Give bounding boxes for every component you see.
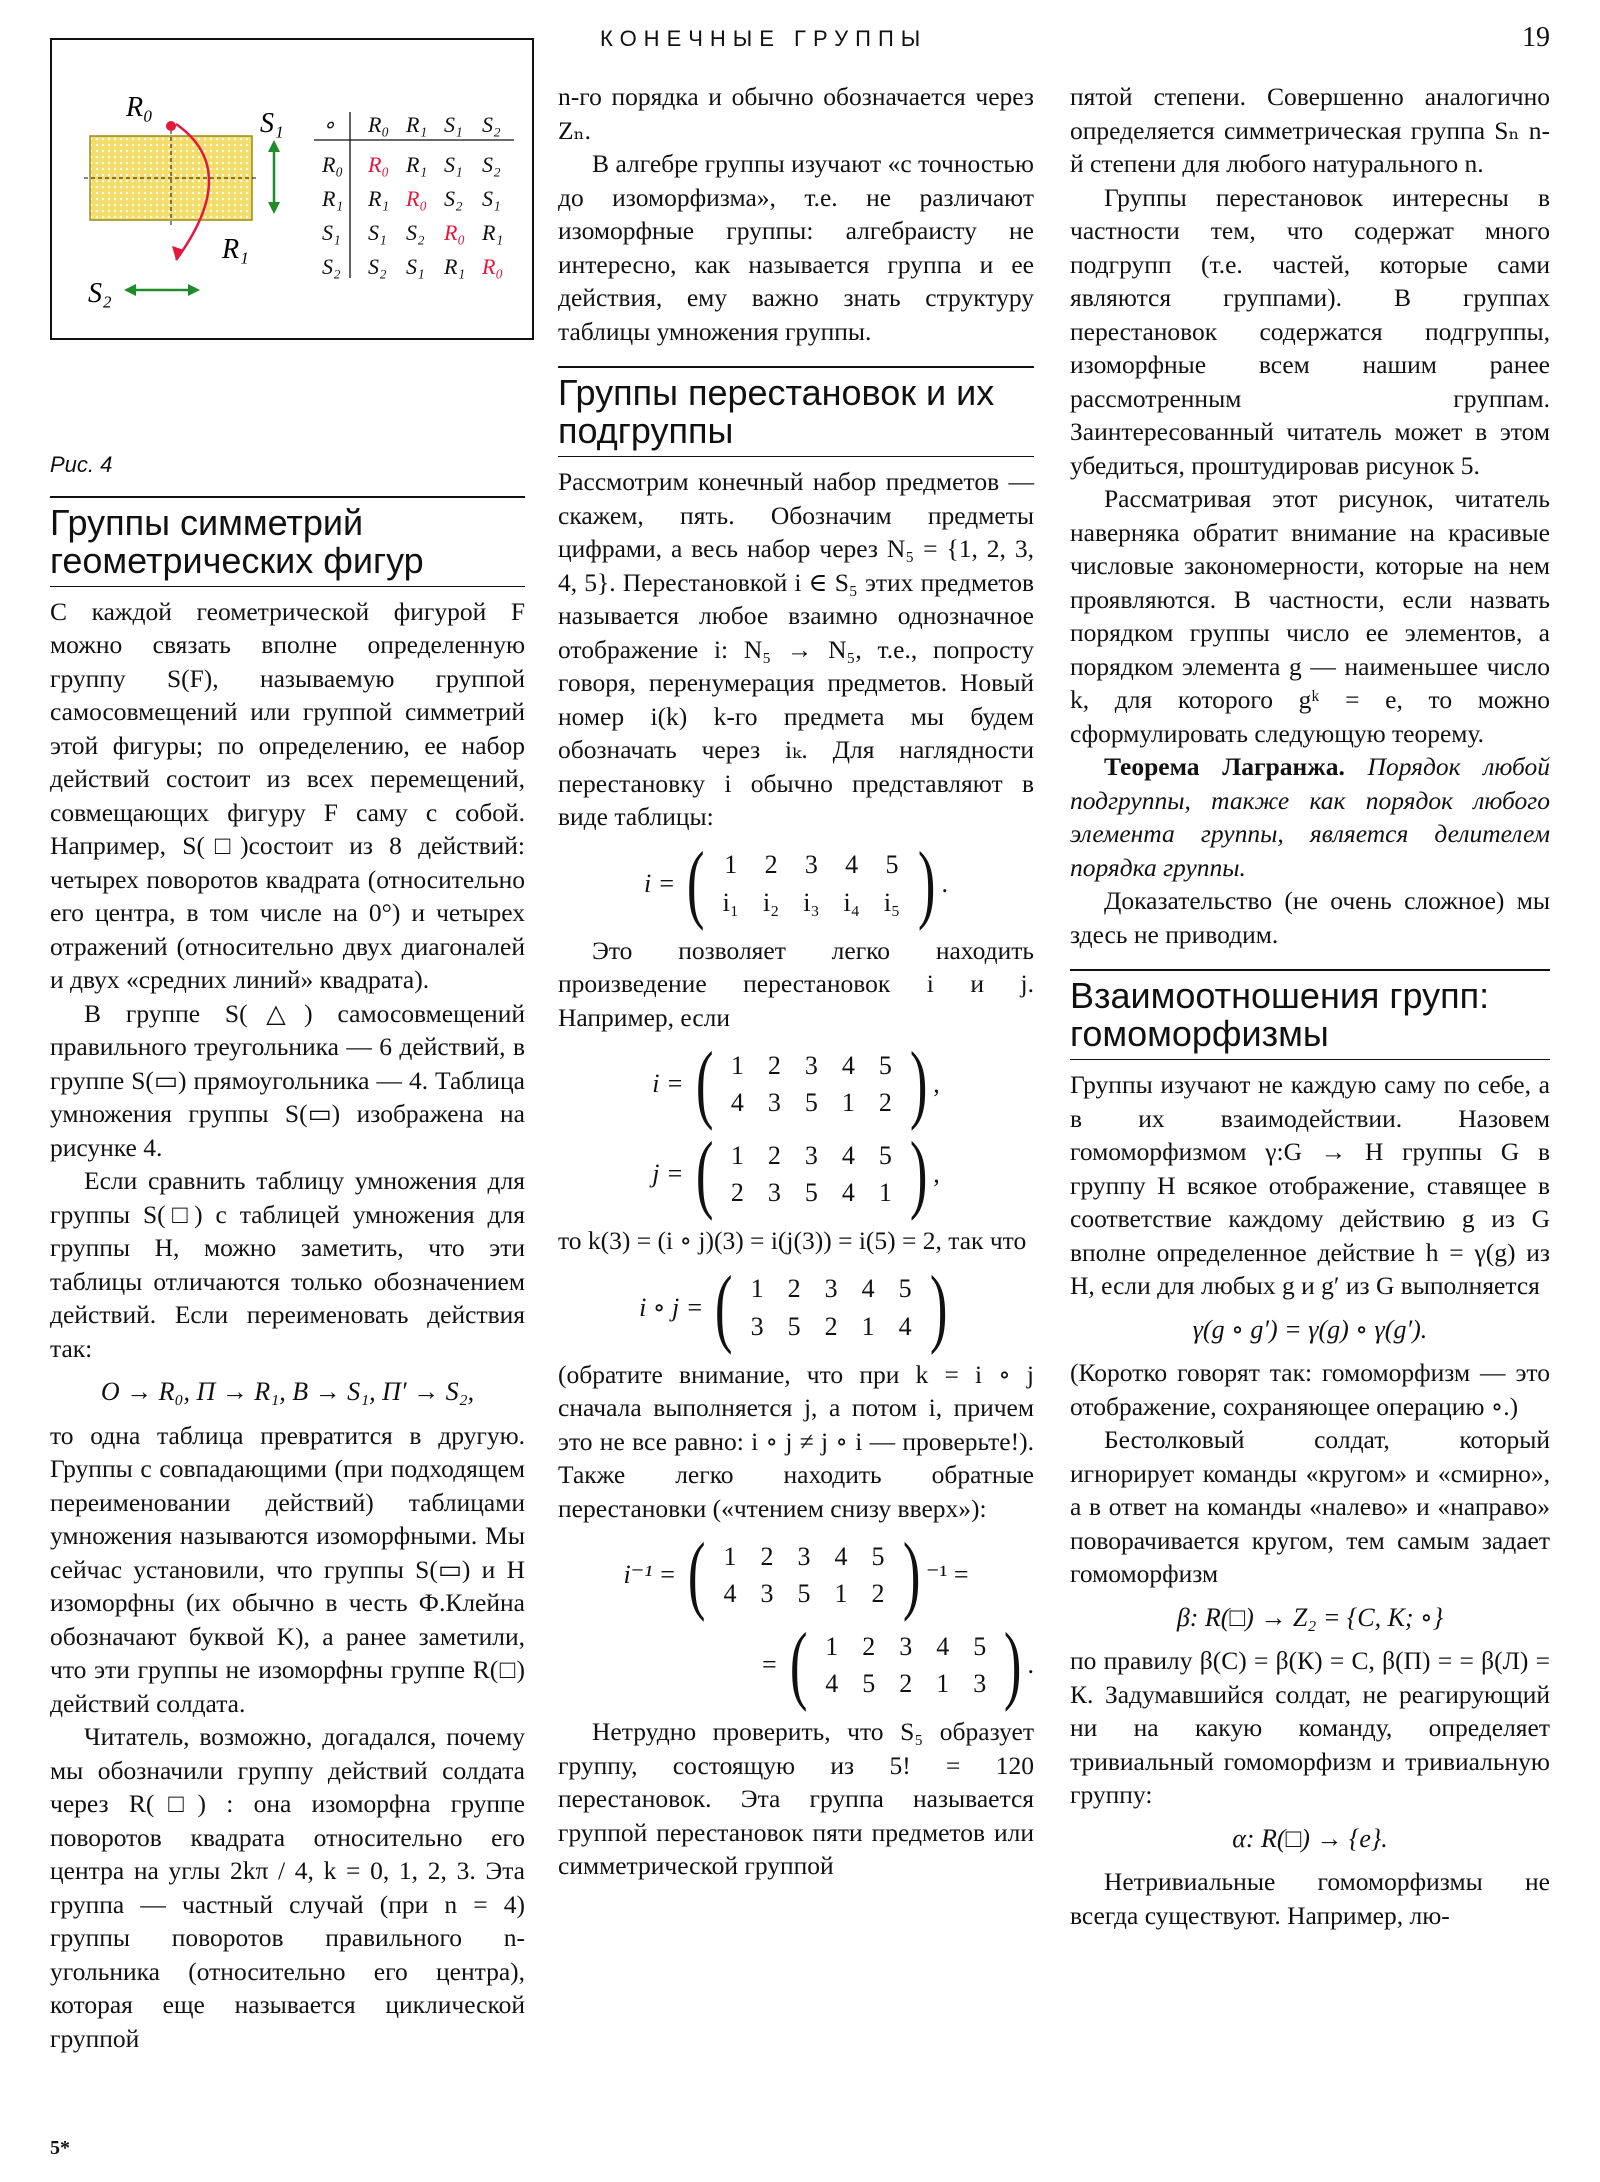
matrix-cell: 1 [723,1541,737,1571]
matrix-cell: 1 [730,1140,744,1170]
cayley-cell: S₂ [322,254,341,279]
lagrange-theorem [1070,750,1550,884]
matrix-label: = [760,1650,778,1680]
figure-4-drawing [52,40,532,338]
matrix-cell: 4 [730,1088,744,1117]
column-1 [50,448,525,2055]
matrix-cell: 4 [841,1050,855,1080]
col1-paragraph-4: то одна таблица превратится в другую. Группы с совпадающими (при подходящем переименовании действий) таблицами умножения называются изоморфными. Мы сейчас установили, что группы S(▭) и H изоморфны (их обычно в честь Ф.Клейна обозначают буквой K), а ранее заметили, что эти группы не изоморфны группе R(□) действий солдата. [50,1420,525,1718]
bracket-left: ( [789,1616,808,1713]
cayley-cell: S₂ [482,152,501,177]
matrix-cell: 1 [724,850,738,879]
matrix-suffix: ⁻¹ = [925,1560,969,1590]
cayley-cell: R₀ [368,152,390,177]
matrix-suffix: . [1027,1650,1034,1680]
col3-paragraph-3: Доказательство (не очень сложное) мы здесь не приводим. [1070,886,1550,949]
alpha-formula: α: R(□) → {e}. [1232,1823,1388,1853]
bracket-right: ) [917,834,936,932]
matrix-entries [719,1047,904,1122]
col3-paragraph-5: (Коротко говорят так: гомоморфизм — это отображение, сохраняющее операцию ∘.) [1070,1358,1550,1421]
cayley-cell: S₁ [406,254,425,279]
matrix-cell: 2 [730,1178,744,1207]
matrix-cell: 5 [862,1669,876,1698]
cayley-cell: S₁ [482,186,501,211]
label-s2: S₂ [88,278,112,309]
matrix-inverse-result [558,1616,1034,1713]
matrix-suffix: . [941,868,948,898]
cayley-cell: S₁ [368,220,387,245]
matrix-label: i = [652,1069,684,1099]
cayley-cell: R₁ [322,186,344,211]
matrix-cell: 4 [898,1311,912,1341]
col1-paragraph-2: В группе S(△) самосовмещений правильного треугольника — 6 действий, в группе S(▭) прямоугольника — 4. Таблица умножения группы S(▭) изображена на рисунке 4. [50,998,525,1162]
matrix-entries [711,846,912,921]
rotation-center-dot [166,121,176,131]
matrix-cell: 1 [730,1050,744,1080]
col3-paragraph-7: по правилу β(С) = β(К) = С, β(П) = = β(Л) = К. Задумавшийся солдат, не реагирующий ни на какую команду, определяет тривиальный гомоморфизм и тривиальную группу: [1070,1646,1550,1809]
beta-formula: β: R(□) → Z₂ = {С, К; ∘} [1176,1602,1444,1632]
matrix-cell: 5 [898,1274,912,1303]
matrix-i-circ-j [558,1258,1034,1356]
col2-paragraph-5: (обратите внимание, что при k = i ∘ j сначала выполняется j, а потом i, причем это не все равно: i ∘ j ≠ j ∘ i — проверьте!). Также легко находить обратные перестановки («чтением снизу вверх»): [558,1359,1034,1523]
heading-symmetry-groups: Группы симметрий геометрических фигур [50,496,525,587]
matrix-cell: 3 [804,1140,818,1170]
matrix-cell: 4 [841,1178,855,1207]
page-number: 19 [1522,22,1550,53]
bracket-right: ) [1004,1616,1022,1713]
rename-formula: О → R₀, П → R₁, В → S₁, П′ → S₂, [100,1377,475,1406]
theorem-title: Теорема Лагранжа. [1104,752,1345,781]
cayley-cell: S₁ [444,112,463,137]
matrix-cell: 5 [878,1050,892,1080]
matrix-cell: 5 [787,1311,801,1341]
cayley-cell: R₁ [368,186,390,211]
col2-paragraph-2: Рассмотрим конечный набор предметов — скажем, пять. Обозначим предметы цифрами, а весь набор через N₅ = {1, 2, 3, 4, 5}. Перестановкой i ∈ S₅ этих предметов называется любое взаимно однозначное отображение i: N₅ → N₅, т.е., попросту говоря, перенумерация предметов. Новый номер i(k) k-го предмета мы будем обозначать через iₖ. Для наглядности перестановку i обычно представляют в виде таблицы: [558,467,1034,831]
bracket-right: ) [929,1258,948,1356]
matrix-cell: 2 [760,1541,774,1571]
matrix-cell: 3 [973,1669,987,1698]
printer-signature: 5* [50,2137,70,2159]
cayley-cell: S₂ [444,186,463,211]
matrix-entries [739,1270,924,1345]
col2-paragraph-4: то k(3) = (i ∘ j)(3) = i(j(3)) = i(5) = 2, так что [558,1226,1027,1255]
matrix-cell: 1 [825,1631,839,1661]
matrix-cell: i₃ [803,887,820,917]
matrix-j [558,1125,1034,1222]
heading-homomorphisms: Взаимоотношения групп: гомоморфизмы [1070,969,1550,1060]
heading-permutation-groups: Группы перестановок и их подгруппы [558,366,1034,457]
matrix-suffix: , [933,1159,940,1189]
matrix-inverse [558,1526,1034,1623]
matrix-cell: 5 [878,1140,892,1170]
matrix-cell: 3 [804,1050,818,1080]
matrix-cell: i₄ [843,887,860,917]
bracket-left: ( [715,1258,733,1356]
matrix-cell: 4 [834,1541,848,1571]
cayley-cell: S₂ [482,112,501,137]
matrix-cell: 2 [767,1050,781,1080]
bracket-right: ) [902,1526,920,1623]
col3-paragraph-0: пятой степени. Совершенно аналогично определяется симметрическая группа Sₙ n-й степени для любого натурального n. [1070,82,1550,178]
cayley-cell: R₀ [444,220,466,245]
matrix-cell: 4 [845,850,859,879]
bracket-left: ( [695,1035,714,1132]
matrix-entries [813,1628,998,1703]
matrix-cell: 3 [797,1541,811,1571]
col3-paragraph-2: Рассматривая этот рисунок, читатель наверняка обратит внимание на красивые числовые закономерности, которые на нем проявляются. В частности, если назвать порядком группы число ее элементов, а порядком элемента g — наименьшее число k, для которого gᵏ = e, то можно сформулировать следующую теорему. [1070,484,1550,748]
matrix-cell: 4 [841,1140,855,1170]
bracket-left: ( [688,1526,706,1623]
theorem-text: Порядок любой подгруппы, также как порядок любого элемента группы, является делителем порядка группы. [1070,752,1550,882]
matrix-cell: 1 [834,1579,848,1608]
cayley-table [321,112,503,279]
col1-paragraph-1: С каждой геометрической фигурой F можно связать вполне определенную группу S(F), называемую группой самосовмещений или группой симметрий этой фигуры; по определению, ее набор действий состоит из всех перемещений, совмещающих фигуру F саму с собой. Например, S(□)состоит из 8 действий: четырех поворотов квадрата (относительно его центра, в том числе на 0°) и четырех отражений (относительно двух диагоналей и двух «средних линий» квадрата). [50,596,525,994]
matrix-cell: 3 [750,1311,764,1341]
cayley-cell: R₀ [368,112,390,137]
matrix-cell: 3 [767,1088,781,1117]
col2-paragraph-6: Нетрудно проверить, что S₅ образует группу, состоящую из 5! = 120 перестановок. Эта группа называется группой перестановок пяти предметов или симметрической группой [558,1717,1034,1880]
label-r1: R₁ [222,234,249,265]
matrix-cell: 5 [797,1579,811,1608]
matrix-cell: i₅ [883,887,901,917]
matrix-label: i = [644,868,676,898]
bracket-left: ( [695,1125,714,1222]
cayley-cell: R₀ [482,254,504,279]
col3-paragraph-1: Группы перестановок интересны в частности тем, что содержат много подгрупп (т.е. частей, которые сами являются группами). В группах перестановок содержатся подгруппы, изоморфные всем нашим ранее рассмотренным группам. Заинтересованный читатель может в этом убедиться, проштудировав рисунок 5. [1070,182,1550,480]
col1-paragraph-3: Если сравнить таблицу умножения для группы S(□) с таблицей умножения для группы H, можно заметить, что эти таблицы отличаются только обозначением действий. Если переименовать действия так: [50,1166,525,1363]
matrix-cell: 1 [936,1669,950,1698]
matrix-cell: 5 [804,1088,818,1117]
col3-paragraph-6: Бестолковый солдат, который игнорирует команды «кругом» и «смирно», а в ответ на команды «налево» и «направо» поворачивается кругом, тем самым задает гомоморфизм [1070,1425,1550,1588]
matrix-cell: 2 [862,1631,876,1661]
matrix-cell: 2 [899,1669,913,1698]
matrix-label: i⁻¹ = [623,1560,677,1590]
matrix-label: j = [652,1159,684,1189]
matrix-cell: 3 [804,850,818,879]
matrix-cell: 2 [871,1579,885,1608]
cayley-cell: R₀ [406,186,428,211]
col3-paragraph-4: Группы изучают не каждую саму по себе, а в их взаимодействии. Назовем гомоморфизмом γ:G → H группы G в группу H всякое отображение, ставящее в соответствие каждому действию g из G вполне определенное действие h = γ(g) из H, если для любых g и g′ из G выполняется [1070,1070,1550,1300]
cayley-cell: ∘ [322,112,336,137]
matrix-cell: 4 [825,1669,839,1698]
cayley-cell: S₁ [444,152,463,177]
col2-paragraph-3: Это позволяет легко находить произведение перестановок i и j. Например, если [558,935,1034,1032]
cayley-cell: R₁ [444,254,466,279]
matrix-label: i ∘ j = [639,1292,704,1322]
running-title: КОНЕЧНЫЕ ГРУППЫ [600,26,928,51]
column-3 [1070,80,1550,1932]
col1-paragraph-5: Читатель, возможно, догадался, почему мы обозначили группу действий солдата через R(□) : она изоморфна группе поворотов квадрата относительно его центра на углы 2kπ / 4, k = 0, 1, 2, 3. Эта группа — частный случай (при n = 4) группы поворотов правильного n-угольника (относительно его центра), которая еще называется циклической группой [50,1722,525,2053]
figure-4 [50,38,534,340]
matrix-cell: 5 [871,1541,885,1571]
matrix-entries [712,1538,897,1613]
col3-paragraph-8: Нетривиальные гомоморфизмы не всегда существуют. Например, лю- [1070,1867,1550,1930]
label-r0: R₀ [126,92,153,123]
matrix-cell: 2 [764,850,778,879]
homomorphism-formula: γ(g ∘ g′) = γ(g) ∘ γ(g′). [1192,1314,1428,1344]
figure-caption: Рис. 4 [50,452,113,477]
cayley-cell: R₀ [322,152,344,177]
cayley-cell: S₂ [406,220,425,245]
matrix-cell: 2 [767,1140,781,1170]
matrix-cell: 5 [973,1631,987,1661]
matrix-cell: 2 [824,1311,838,1341]
label-s1: S₁ [260,108,284,139]
column-2 [558,80,1034,1883]
bracket-left: ( [687,834,705,932]
matrix-cell: 5 [885,850,899,879]
cayley-cell: S₂ [368,254,387,279]
matrix-cell: 4 [723,1579,737,1608]
bracket-right: ) [909,1035,928,1132]
matrix-cell: 3 [899,1631,913,1661]
matrix-i [558,1035,1034,1132]
cayley-cell: R₁ [406,112,428,137]
matrix-cell: 4 [861,1274,875,1303]
cayley-cell: R₁ [482,220,504,245]
matrix-cell: i₂ [762,887,780,917]
bracket-right: ) [909,1125,928,1222]
matrix-cell: 2 [878,1088,892,1117]
matrix-cell: 3 [767,1178,781,1207]
matrix-cell: 4 [936,1631,950,1661]
matrix-cell: 5 [804,1178,818,1207]
matrix-entries [719,1137,904,1212]
matrix-i-general [558,834,1034,932]
matrix-cell: 1 [841,1088,855,1117]
matrix-cell: i₁ [722,887,739,917]
matrix-cell: 1 [878,1178,892,1207]
cayley-cell: S₁ [322,220,341,245]
col2-paragraph-1: В алгебре группы изучают «с точностью до изоморфизма», т.е. не различают изоморфные группы: алгебраисту не интересно, как называется группа и ее действия, ему важно знать структуру таблицы умножения группы. [558,149,1034,346]
matrix-suffix: , [933,1069,940,1099]
cayley-cell: R₁ [406,152,428,177]
col2-paragraph-0: n-го порядка и обычно обозначается через Zₙ. [558,82,1034,145]
matrix-cell: 1 [861,1311,875,1341]
matrix-cell: 3 [760,1579,774,1608]
matrix-cell: 1 [750,1274,764,1303]
matrix-cell: 2 [787,1274,801,1303]
matrix-cell: 3 [824,1274,838,1303]
